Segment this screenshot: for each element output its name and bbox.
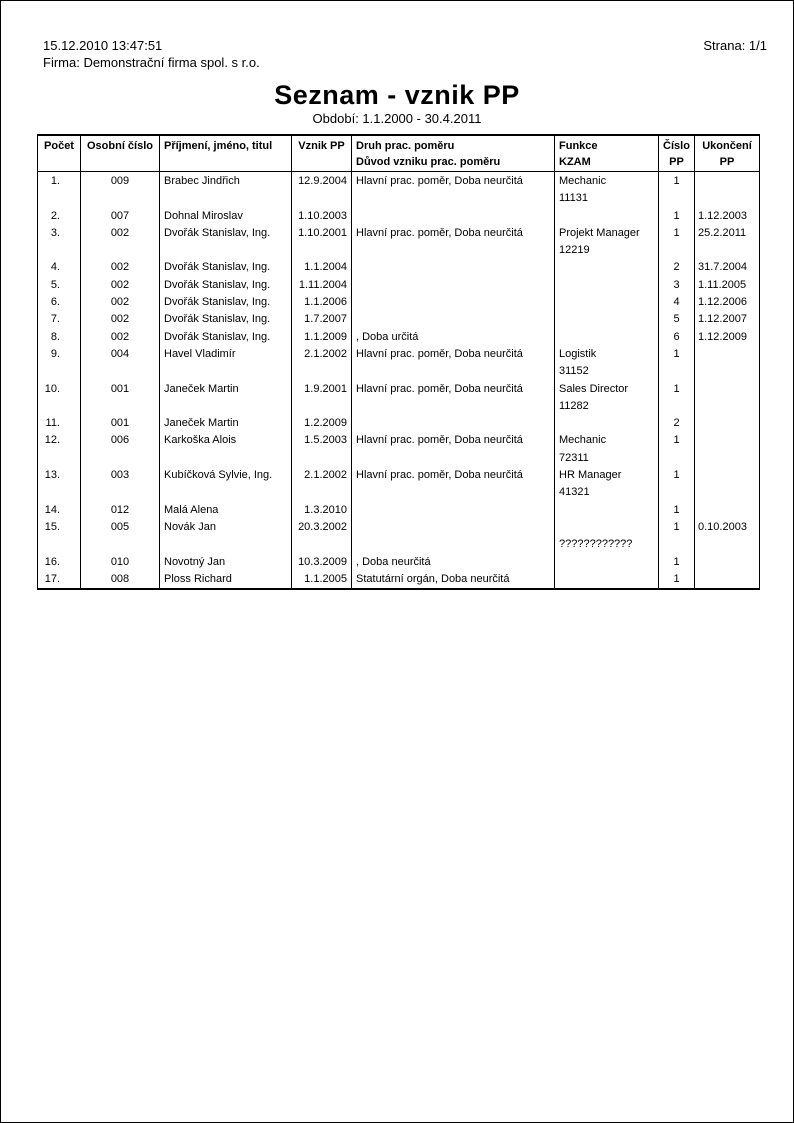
col-header-osobni-cislo-label: Osobní číslo xyxy=(86,140,153,152)
cell-pocet: 12. xyxy=(38,432,81,467)
cell-funkce xyxy=(555,277,659,294)
cell-vznik-pp: 2.1.2002 xyxy=(292,467,352,502)
col-header-vznik-pp-label: Vznik PP xyxy=(298,140,345,152)
cell-vznik-pp: 1.1.2004 xyxy=(292,259,352,276)
cell-vznik-pp: 1.11.2004 xyxy=(292,277,352,294)
table-row xyxy=(38,432,760,467)
table-row xyxy=(38,225,760,260)
funkce-text xyxy=(559,294,654,311)
cell-vznik-pp: 10.3.2009 xyxy=(292,554,352,571)
cell-pocet: 7. xyxy=(38,311,81,328)
cell-cislo-pp: 4 xyxy=(659,294,695,311)
cell-cislo-pp: 1 xyxy=(659,432,695,467)
table-row xyxy=(38,208,760,225)
cell-cislo-pp: 1 xyxy=(659,172,695,208)
col-header-funkce-line2: KZAM xyxy=(559,156,591,168)
kzam-text: 41321 xyxy=(559,486,590,499)
cell-druh xyxy=(352,259,555,276)
cell-ukonceni-pp xyxy=(695,571,760,589)
cell-cislo-pp: 1 xyxy=(659,467,695,502)
cell-cislo-pp: 1 xyxy=(659,554,695,571)
print-datetime: 15.12.2010 13:47:51 xyxy=(43,38,163,53)
cell-vznik-pp: 1.9.2001 xyxy=(292,381,352,416)
cell-ukonceni-pp: 1.11.2005 xyxy=(695,277,760,294)
cell-osobni-cislo: 002 xyxy=(81,311,160,328)
col-header-cislo-pp-line2: PP xyxy=(669,156,684,168)
table-row xyxy=(38,311,760,328)
cell-cislo-pp: 1 xyxy=(659,502,695,519)
funkce-text: Projekt Manager xyxy=(559,226,640,239)
cell-osobni-cislo: 010 xyxy=(81,554,160,571)
funkce-text xyxy=(559,208,654,225)
cell-funkce xyxy=(555,502,659,519)
cell-jmeno: Novák Jan xyxy=(160,519,292,554)
funkce-text xyxy=(559,519,654,536)
cell-druh: Hlavní prac. poměr, Doba neurčitá xyxy=(352,172,555,208)
cell-osobni-cislo: 002 xyxy=(81,294,160,311)
cell-funkce xyxy=(555,225,659,260)
cell-osobni-cislo: 002 xyxy=(81,329,160,346)
cell-osobni-cislo: 002 xyxy=(81,225,160,260)
col-header-pocet-label: Počet xyxy=(44,140,74,152)
col-header-prijmeni xyxy=(160,135,292,172)
cell-pocet: 3. xyxy=(38,225,81,260)
cell-vznik-pp: 1.2.2009 xyxy=(292,415,352,432)
report-period: Období: 1.1.2000 - 30.4.2011 xyxy=(312,111,482,126)
cell-druh: Hlavní prac. poměr, Doba neurčitá xyxy=(352,432,555,467)
cell-pocet: 4. xyxy=(38,259,81,276)
cell-funkce xyxy=(555,571,659,589)
cell-jmeno: Dvořák Stanislav, Ing. xyxy=(160,311,292,328)
cell-pocet: 17. xyxy=(38,571,81,589)
cell-pocet: 6. xyxy=(38,294,81,311)
cell-pocet: 14. xyxy=(38,502,81,519)
cell-druh xyxy=(352,208,555,225)
cell-ukonceni-pp xyxy=(695,467,760,502)
cell-funkce xyxy=(555,346,659,381)
cell-ukonceni-pp xyxy=(695,432,760,467)
cell-funkce xyxy=(555,172,659,208)
col-header-druh xyxy=(352,135,555,172)
cell-jmeno: Janeček Martin xyxy=(160,381,292,416)
table-row xyxy=(38,415,760,432)
cell-osobni-cislo: 006 xyxy=(81,432,160,467)
table-row xyxy=(38,519,760,554)
col-header-funkce xyxy=(555,135,659,172)
cell-pocet: 10. xyxy=(38,381,81,416)
cell-druh: Statutární orgán, Doba neurčitá xyxy=(352,571,555,589)
cell-cislo-pp: 1 xyxy=(659,346,695,381)
table-row xyxy=(38,294,760,311)
table-row xyxy=(38,571,760,589)
cell-osobni-cislo: 002 xyxy=(81,259,160,276)
cell-ukonceni-pp: 25.2.2011 xyxy=(695,225,760,260)
cell-cislo-pp: 6 xyxy=(659,329,695,346)
cell-funkce xyxy=(555,329,659,346)
cell-funkce xyxy=(555,311,659,328)
cell-vznik-pp: 12.9.2004 xyxy=(292,172,352,208)
cell-osobni-cislo: 012 xyxy=(81,502,160,519)
table-header xyxy=(38,135,760,172)
cell-ukonceni-pp: 31.7.2004 xyxy=(695,259,760,276)
cell-vznik-pp: 1.1.2009 xyxy=(292,329,352,346)
cell-vznik-pp: 1.3.2010 xyxy=(292,502,352,519)
col-header-vznik-pp xyxy=(292,135,352,172)
cell-cislo-pp: 3 xyxy=(659,277,695,294)
cell-jmeno: Havel Vladimír xyxy=(160,346,292,381)
cell-vznik-pp: 1.5.2003 xyxy=(292,432,352,467)
cell-ukonceni-pp: 0.10.2003 xyxy=(695,519,760,554)
cell-cislo-pp: 2 xyxy=(659,415,695,432)
cell-druh: Hlavní prac. poměr, Doba neurčitá xyxy=(352,225,555,260)
cell-pocet: 1. xyxy=(38,172,81,208)
cell-pocet: 16. xyxy=(38,554,81,571)
kzam-text: 12219 xyxy=(559,244,590,257)
col-header-prijmeni-label: Příjmení, jméno, titul xyxy=(164,140,273,152)
col-header-ukonceni-pp-line1: Ukončení xyxy=(702,140,752,152)
company-line: Firma: Demonstrační firma spol. s r.o. xyxy=(43,55,260,70)
cell-jmeno: Janeček Martin xyxy=(160,415,292,432)
funkce-text xyxy=(559,554,654,571)
cell-ukonceni-pp xyxy=(695,172,760,208)
cell-pocet: 5. xyxy=(38,277,81,294)
cell-jmeno: Dvořák Stanislav, Ing. xyxy=(160,277,292,294)
cell-funkce xyxy=(555,432,659,467)
cell-pocet: 2. xyxy=(38,208,81,225)
cell-jmeno: Karkoška Alois xyxy=(160,432,292,467)
kzam-text: 11131 xyxy=(559,192,588,205)
kzam-text: 72311 xyxy=(559,451,589,464)
cell-pocet: 9. xyxy=(38,346,81,381)
cell-druh xyxy=(352,415,555,432)
cell-jmeno: Dvořák Stanislav, Ing. xyxy=(160,329,292,346)
cell-osobni-cislo: 001 xyxy=(81,381,160,416)
cell-osobni-cislo: 001 xyxy=(81,415,160,432)
cell-druh xyxy=(352,519,555,554)
cell-ukonceni-pp xyxy=(695,554,760,571)
cell-druh: , Doba určitá xyxy=(352,329,555,346)
report-table xyxy=(37,134,760,590)
cell-pocet: 8. xyxy=(38,329,81,346)
funkce-text xyxy=(559,571,654,588)
funkce-text: Logistik xyxy=(559,347,597,360)
cell-jmeno: Novotný Jan xyxy=(160,554,292,571)
table-row xyxy=(38,172,760,208)
cell-osobni-cislo: 004 xyxy=(81,346,160,381)
cell-vznik-pp: 1.7.2007 xyxy=(292,311,352,328)
funkce-text xyxy=(559,415,654,432)
cell-funkce xyxy=(555,381,659,416)
cell-jmeno: Dvořák Stanislav, Ing. xyxy=(160,294,292,311)
cell-cislo-pp: 1 xyxy=(659,519,695,554)
report-title: Seznam - vznik PP xyxy=(274,80,520,110)
cell-ukonceni-pp: 1.12.2003 xyxy=(695,208,760,225)
cell-jmeno: Kubíčková Sylvie, Ing. xyxy=(160,467,292,502)
funkce-text xyxy=(559,311,654,328)
cell-druh: , Doba neurčitá xyxy=(352,554,555,571)
kzam-text: 11282 xyxy=(559,399,589,412)
cell-osobni-cislo: 002 xyxy=(81,277,160,294)
cell-vznik-pp: 1.10.2003 xyxy=(292,208,352,225)
cell-funkce xyxy=(555,259,659,276)
cell-funkce xyxy=(555,554,659,571)
cell-ukonceni-pp xyxy=(695,415,760,432)
cell-ukonceni-pp: 1.12.2007 xyxy=(695,311,760,328)
cell-funkce xyxy=(555,415,659,432)
kzam-text: ???????????? xyxy=(559,538,633,551)
cell-druh xyxy=(352,502,555,519)
cell-ukonceni-pp xyxy=(695,346,760,381)
col-header-cislo-pp xyxy=(659,135,695,172)
cell-jmeno: Brabec Jindřich xyxy=(160,172,292,208)
cell-ukonceni-pp xyxy=(695,381,760,416)
cell-pocet: 15. xyxy=(38,519,81,554)
cell-vznik-pp: 1.1.2006 xyxy=(292,294,352,311)
cell-druh: Hlavní prac. poměr, Doba neurčitá xyxy=(352,346,555,381)
cell-funkce xyxy=(555,519,659,554)
funkce-text: Mechanic xyxy=(559,434,607,447)
cell-vznik-pp: 20.3.2002 xyxy=(292,519,352,554)
col-header-ukonceni-pp-line2: PP xyxy=(719,156,735,168)
table-row xyxy=(38,467,760,502)
table-row xyxy=(38,346,760,381)
cell-cislo-pp: 1 xyxy=(659,225,695,260)
col-header-pocet xyxy=(38,135,81,172)
cell-jmeno: Dohnal Miroslav xyxy=(160,208,292,225)
cell-pocet: 13. xyxy=(38,467,81,502)
cell-ukonceni-pp: 1.12.2009 xyxy=(695,329,760,346)
funkce-text: Mechanic xyxy=(559,175,607,187)
table-body xyxy=(38,172,760,590)
funkce-text: Sales Director xyxy=(559,382,629,395)
cell-vznik-pp: 1.1.2005 xyxy=(292,571,352,589)
cell-jmeno: Dvořák Stanislav, Ing. xyxy=(160,259,292,276)
funkce-text xyxy=(559,502,654,519)
table-row xyxy=(38,502,760,519)
cell-funkce xyxy=(555,294,659,311)
cell-ukonceni-pp: 1.12.2006 xyxy=(695,294,760,311)
table-row xyxy=(38,381,760,416)
cell-jmeno: Ploss Richard xyxy=(160,571,292,589)
cell-druh xyxy=(352,277,555,294)
table-row xyxy=(38,277,760,294)
table-row xyxy=(38,329,760,346)
cell-druh xyxy=(352,311,555,328)
cell-cislo-pp: 1 xyxy=(659,208,695,225)
col-header-druh-line1: Druh prac. poměru xyxy=(356,140,455,152)
col-header-cislo-pp-line1: Číslo xyxy=(663,140,690,152)
cell-osobni-cislo: 005 xyxy=(81,519,160,554)
cell-jmeno: Dvořák Stanislav, Ing. xyxy=(160,225,292,260)
table-row xyxy=(38,554,760,571)
header-row xyxy=(38,135,760,172)
cell-funkce xyxy=(555,208,659,225)
cell-cislo-pp: 2 xyxy=(659,259,695,276)
cell-osobni-cislo: 008 xyxy=(81,571,160,589)
cell-pocet: 11. xyxy=(38,415,81,432)
col-header-ukonceni-pp xyxy=(695,135,760,172)
col-header-funkce-line1: Funkce xyxy=(559,140,598,152)
cell-cislo-pp: 5 xyxy=(659,311,695,328)
cell-cislo-pp: 1 xyxy=(659,571,695,589)
page-number: Strana: 1/1 xyxy=(703,38,767,53)
col-header-druh-line2: Důvod vzniku prac. poměru xyxy=(356,156,501,168)
cell-osobni-cislo: 003 xyxy=(81,467,160,502)
cell-funkce xyxy=(555,467,659,502)
cell-jmeno: Malá Alena xyxy=(160,502,292,519)
cell-osobni-cislo: 009 xyxy=(81,172,160,208)
funkce-text xyxy=(559,329,654,346)
cell-osobni-cislo: 007 xyxy=(81,208,160,225)
kzam-text: 31152 xyxy=(559,365,589,378)
col-header-osobni-cislo xyxy=(81,135,160,172)
table-row xyxy=(38,259,760,276)
funkce-text xyxy=(559,277,654,294)
cell-druh xyxy=(352,294,555,311)
funkce-text: HR Manager xyxy=(559,469,622,482)
cell-druh: Hlavní prac. poměr, Doba neurčitá xyxy=(352,467,555,502)
cell-vznik-pp: 1.10.2001 xyxy=(292,225,352,260)
cell-cislo-pp: 1 xyxy=(659,381,695,416)
cell-ukonceni-pp xyxy=(695,502,760,519)
funkce-text xyxy=(559,259,654,276)
cell-druh: Hlavní prac. poměr, Doba neurčitá xyxy=(352,381,555,416)
cell-vznik-pp: 2.1.2002 xyxy=(292,346,352,381)
